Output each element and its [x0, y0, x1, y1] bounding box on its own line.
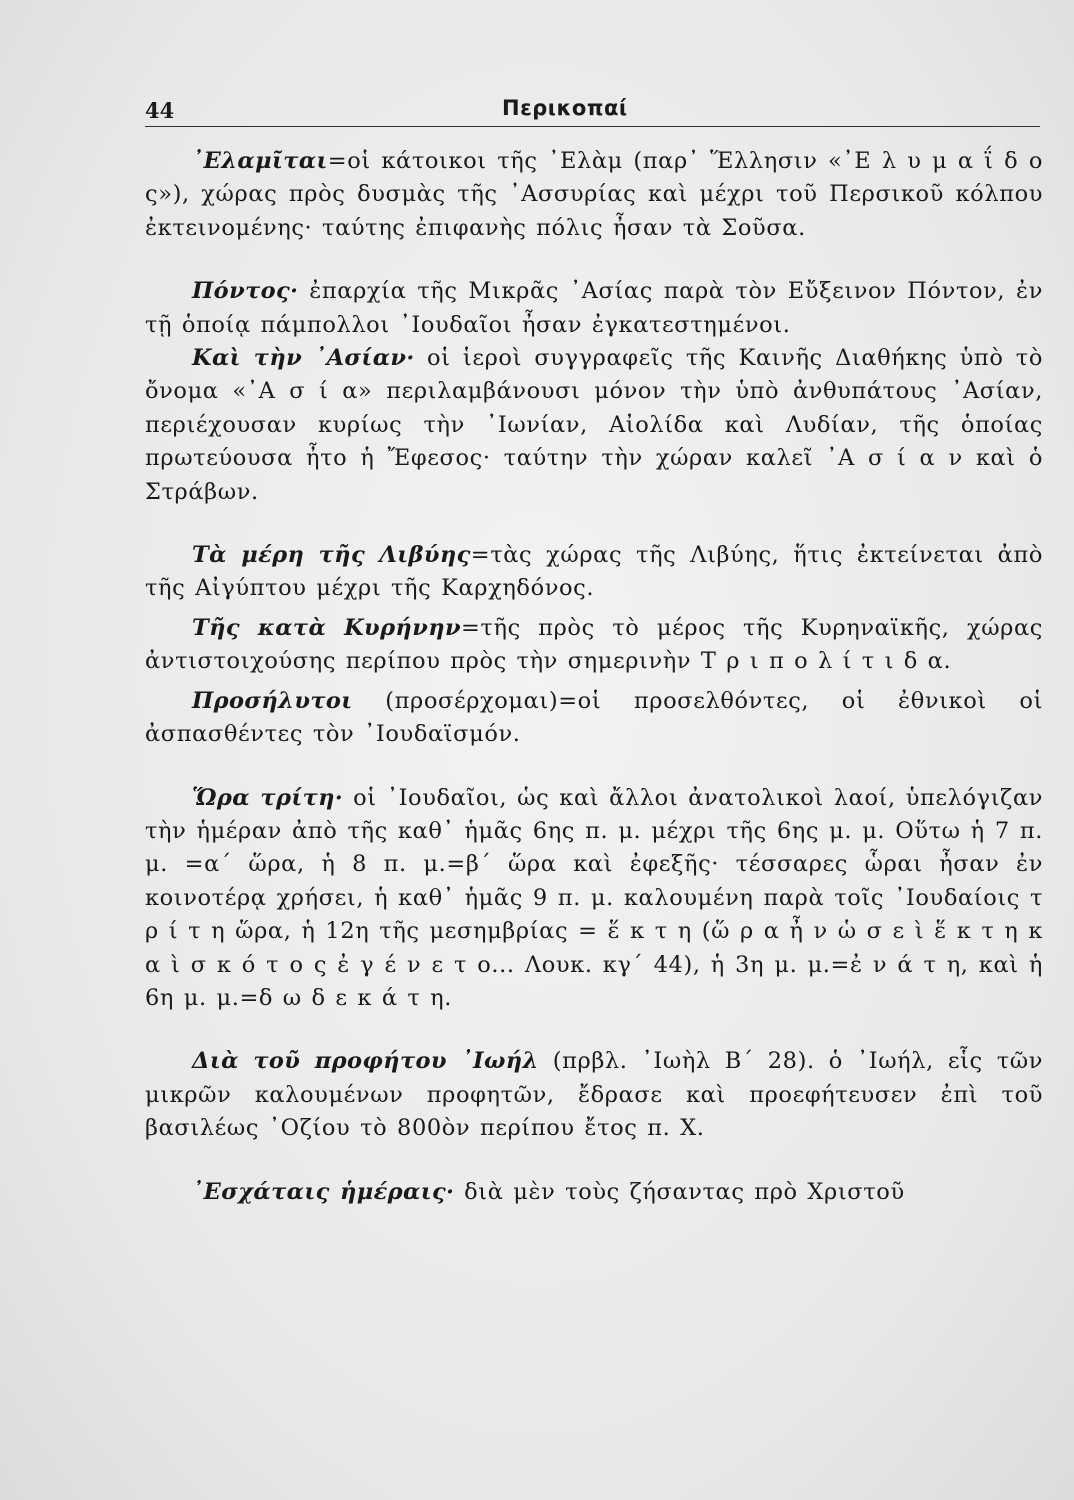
- glossary-entry-proselytes: [145, 685, 1043, 752]
- paragraph-gap: [145, 1146, 1043, 1176]
- entry-term: Τὰ μέρη τῆς Λιβύης: [192, 542, 471, 569]
- page-header: [145, 96, 1040, 127]
- running-head: Περικοπαί: [502, 96, 628, 120]
- entry-term: Πόντος·: [192, 278, 299, 305]
- entry-term: Προσήλυτοι: [192, 687, 353, 714]
- entry-text: (πρβλ. ᾿Ιωὴλ Β΄ 28). ὁ ᾿Ιωήλ, εἷς τῶν μικρῶν καλουμένων προφητῶν, ἔδρασε καὶ προεφήτευσεν ἐπὶ τοῦ βασιλέως ᾿Οζίου τὸ 800ὸν περίπου ἔτος π. Χ.: [145, 1048, 1043, 1142]
- entry-term: ᾿Ελαμῖται: [192, 148, 328, 174]
- entry-text: =τὰς χώρας τῆς Λιβύης, ἥτις ἐκτείνεται ἀπὸ τῆς Αἰγύπτου μέχρι τῆς Καρχηδόνος.: [145, 542, 1043, 602]
- entry-text: (προσέρχομαι)=οἱ προσελθόντες, οἱ ἐθνικοὶ οἱ ἀσπασθέντες τὸν ᾿Ιουδαϊσμόν.: [145, 687, 1043, 748]
- entry-term: Ὥρα τρίτη·: [192, 784, 344, 811]
- entry-text: =οἱ κάτοικοι τῆς ᾿Ελὰμ (παρ᾿ Ἕλλησιν «᾿Ε λ υ μ α ΐ δ ο ς»), χώρας πρὸς δυσμὰς τῆς ᾿Ασσυρίας καὶ μέχρι τοῦ Περσικοῦ κόλπου ἐκτεινομένης· ταύτης ἐπιφανὴς πόλις ἦσαν τὰ Σοῦσα.: [145, 148, 1043, 241]
- paragraph-gap: [145, 1015, 1043, 1045]
- entry-text: οἱ ᾿Ιουδαῖοι, ὡς καὶ ἄλλοι ἀνατολικοὶ λαοί, ὑπελόγιζαν τὴν ἡμέραν ἀπὸ τῆς καθ᾿ ἡμᾶς 6ης π. μ. μέχρι τῆς 6ης μ. μ. Οὕτω ἡ 7 π. μ. =α΄ ὥρα, ἡ 8 π. μ.=β΄ ὥρα καὶ ἐφεξῆς· τέσσαρες ὧραι ἦσαν ἐν κοινοτέρᾳ χρήσει, ἡ καθ᾿ ἡμᾶς 9 π. μ. καλουμένη παρὰ τοῖς ᾿Ιουδαίοις τ ρ ί τ η ὥρα, ἡ 12η τῆς μεσημβρίας = ἕ κ τ η (ὥ ρ α ἦ ν ὡ σ ε ὶ ἕ κ τ η κ α ὶ σ κ ό τ ο ς ἐ γ έ ν ε τ ο... Λουκ. κγ΄ 44), ἡ 3η μ. μ.=ἐ ν ά τ η, καὶ ἡ 6η μ. μ.=δ ω δ ε κ ά τ η.: [145, 784, 1044, 1011]
- paragraph-gap: [145, 245, 1043, 275]
- entry-text: ἐπαρχία τῆς Μικρᾶς ᾿Ασίας παρὰ τὸν Εὔξεινον Πόντον, ἐν τῇ ὁποίᾳ πάμπολλοι ᾿Ιουδαῖοι ἦσαν ἐγκατεστημένοι.: [145, 278, 1043, 338]
- glossary-entry-cyrene: [145, 612, 1043, 679]
- glossary-entry-pontus: [145, 275, 1043, 342]
- entry-term: Καὶ τὴν ᾿Ασίαν·: [192, 345, 415, 372]
- entry-term: Διὰ τοῦ προφήτου ᾿Ιωήλ: [192, 1048, 539, 1075]
- page-number: 44: [145, 98, 175, 123]
- entry-text: =τῆς πρὸς τὸ μέρος τῆς Κυρηναϊκῆς, χώρας ἀντιστοιχούσης περίπου πρὸς τὴν σημερινὴν Τ ρ ι π ο λ ί τ ι δ α.: [145, 614, 1044, 675]
- entry-text: διὰ μὲν τοὺς ζήσαντας πρὸ Χριστοῦ: [454, 1178, 905, 1205]
- glossary-entry-libya: [145, 539, 1043, 606]
- glossary-entries: [145, 145, 1043, 1209]
- glossary-entry-third-hour: [145, 782, 1043, 1016]
- paragraph-gap: [145, 752, 1043, 782]
- entry-term: ᾿Εσχάταις ἡμέραις·: [192, 1178, 455, 1205]
- glossary-entry-asia: [145, 342, 1043, 509]
- entry-text: οἱ ἱεροὶ συγγραφεῖς τῆς Καινῆς Διαθήκης ὑπὸ τὸ ὄνομα «᾿Α σ ί α» περιλαμβάνουσι μόνον τὴν ὑπὸ ἀνθυπάτους ᾿Ασίαν, περιέχουσαν κυρίως τὴν ᾿Ιωνίαν, Αἰολίδα καὶ Λυδίαν, τῆς ὁποίας πρωτεύουσα ἦτο ἡ Ἔφεσος· ταύτην τὴν χώραν καλεῖ ᾿Α σ ί α ν καὶ ὁ Στράβων.: [145, 345, 1043, 505]
- paragraph-gap: [145, 509, 1043, 539]
- entry-term: Τῆς κατὰ Κυρήνην: [192, 614, 461, 641]
- glossary-entry-joel: [145, 1045, 1043, 1145]
- glossary-entry-last-days: [145, 1176, 1043, 1209]
- glossary-entry-elamites: [145, 145, 1043, 245]
